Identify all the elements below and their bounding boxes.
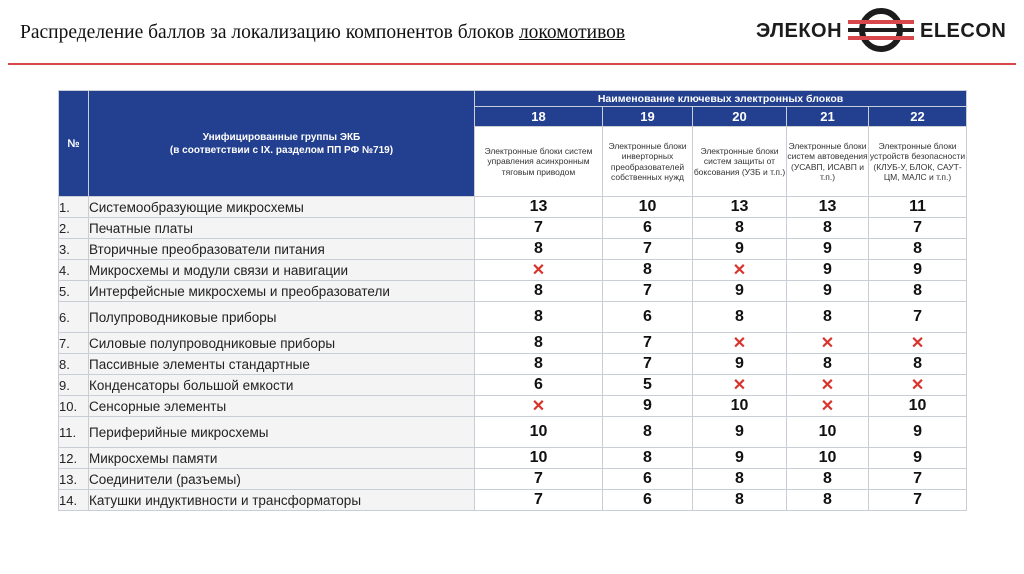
not-applicable-cross-icon: ✕ xyxy=(475,260,603,281)
table-row xyxy=(59,333,967,354)
component-group-name: Конденсаторы большой емкости xyxy=(89,375,475,396)
table-row xyxy=(59,448,967,469)
elecon-logo xyxy=(756,8,1018,52)
block-description-18: Электронные блоки систем управления асинхронным тяговым приводом xyxy=(475,127,603,197)
not-applicable-cross-icon: ✕ xyxy=(787,375,869,396)
not-applicable-cross-icon: ✕ xyxy=(787,396,869,417)
score-cell: 8 xyxy=(787,469,869,490)
table-row xyxy=(59,260,967,281)
logo-text-ru: ЭЛЕКОН xyxy=(756,20,843,42)
score-cell: 7 xyxy=(475,490,603,511)
score-cell: 6 xyxy=(603,218,693,239)
block-number-18: 18 xyxy=(475,107,603,127)
table-row xyxy=(59,375,967,396)
component-group-name: Катушки индуктивности и трансформаторы xyxy=(89,490,475,511)
table-row xyxy=(59,417,967,448)
not-applicable-cross-icon: ✕ xyxy=(693,375,787,396)
score-cell: 9 xyxy=(787,281,869,302)
row-number: 2. xyxy=(59,218,89,239)
score-cell: 9 xyxy=(693,281,787,302)
logo-emblem-icon xyxy=(848,8,914,52)
score-cell: 8 xyxy=(787,354,869,375)
score-cell: 8 xyxy=(603,448,693,469)
block-number-22: 22 xyxy=(869,107,967,127)
score-cell: 8 xyxy=(693,469,787,490)
score-cell: 10 xyxy=(787,448,869,469)
score-cell: 8 xyxy=(475,239,603,260)
score-cell: 9 xyxy=(603,396,693,417)
component-group-name: Сенсорные элементы xyxy=(89,396,475,417)
row-number: 11. xyxy=(59,417,89,448)
score-cell: 8 xyxy=(787,218,869,239)
score-cell: 8 xyxy=(603,260,693,281)
not-applicable-cross-icon: ✕ xyxy=(475,396,603,417)
score-cell: 10 xyxy=(787,417,869,448)
score-cell: 7 xyxy=(869,490,967,511)
component-group-name: Вторичные преобразователи питания xyxy=(89,239,475,260)
score-cell: 7 xyxy=(603,239,693,260)
score-cell: 8 xyxy=(869,354,967,375)
score-cell: 8 xyxy=(693,302,787,333)
score-cell: 7 xyxy=(603,354,693,375)
score-cell: 7 xyxy=(475,469,603,490)
score-table xyxy=(58,90,967,511)
score-cell: 6 xyxy=(475,375,603,396)
table-row xyxy=(59,354,967,375)
row-number: 3. xyxy=(59,239,89,260)
table-row xyxy=(59,239,967,260)
title-underlined: локомотивов xyxy=(518,22,626,43)
score-cell: 10 xyxy=(693,396,787,417)
score-cell: 6 xyxy=(603,302,693,333)
score-cell: 9 xyxy=(869,417,967,448)
score-cell: 9 xyxy=(869,448,967,469)
score-cell: 8 xyxy=(475,281,603,302)
block-description-22: Электронные блоки устройств безопасности (КЛУБ-У, БЛОК, САУТ-ЦМ, МАЛС и т.п.) xyxy=(869,127,967,197)
block-number-19: 19 xyxy=(603,107,693,127)
page-title xyxy=(20,22,625,44)
component-group-name: Микросхемы и модули связи и навигации xyxy=(89,260,475,281)
blocks-header: Наименование ключевых электронных блоков xyxy=(475,91,967,107)
table-row xyxy=(59,281,967,302)
score-cell: 9 xyxy=(693,448,787,469)
block-description-21: Электронные блоки систем автоведения (УСАВП, ИСАВП и т.п.) xyxy=(787,127,869,197)
score-cell: 8 xyxy=(869,239,967,260)
block-number-21: 21 xyxy=(787,107,869,127)
score-cell: 7 xyxy=(603,281,693,302)
table-row xyxy=(59,302,967,333)
row-number: 14. xyxy=(59,490,89,511)
col-group-label: Унифицированные группы ЭКБ (в соответствии с IX. разделом ПП РФ №719) xyxy=(169,131,394,156)
score-cell: 8 xyxy=(603,417,693,448)
score-cell: 7 xyxy=(869,218,967,239)
component-group-name: Пассивные элементы стандартные xyxy=(89,354,475,375)
score-cell: 8 xyxy=(475,302,603,333)
score-cell: 9 xyxy=(693,239,787,260)
score-cell: 9 xyxy=(693,417,787,448)
score-cell: 10 xyxy=(475,417,603,448)
score-cell: 10 xyxy=(869,396,967,417)
score-cell: 8 xyxy=(787,302,869,333)
col-no-header: № xyxy=(59,91,89,197)
component-group-name: Интерфейсные микросхемы и преобразователи xyxy=(89,281,475,302)
row-number: 5. xyxy=(59,281,89,302)
score-cell: 13 xyxy=(787,197,869,218)
row-number: 12. xyxy=(59,448,89,469)
header-divider xyxy=(8,63,1016,65)
score-cell: 13 xyxy=(475,197,603,218)
table-row xyxy=(59,197,967,218)
score-cell: 10 xyxy=(475,448,603,469)
score-cell: 8 xyxy=(475,354,603,375)
component-group-name: Системообразующие микросхемы xyxy=(89,197,475,218)
component-group-name: Соединители (разъемы) xyxy=(89,469,475,490)
score-cell: 8 xyxy=(693,218,787,239)
score-cell: 7 xyxy=(869,302,967,333)
row-number: 7. xyxy=(59,333,89,354)
table-row xyxy=(59,218,967,239)
score-cell: 9 xyxy=(693,354,787,375)
block-description-20: Электронные блоки систем защиты от боксования (УЗБ и т.п.) xyxy=(693,127,787,197)
score-cell: 6 xyxy=(603,490,693,511)
title-main: Распределение баллов за локализацию компонентов блоков xyxy=(20,22,519,43)
score-cell: 6 xyxy=(603,469,693,490)
row-number: 1. xyxy=(59,197,89,218)
component-group-name: Силовые полупроводниковые приборы xyxy=(89,333,475,354)
row-number: 4. xyxy=(59,260,89,281)
table-row xyxy=(59,469,967,490)
score-cell: 9 xyxy=(787,239,869,260)
block-number-20: 20 xyxy=(693,107,787,127)
component-group-name: Периферийные микросхемы xyxy=(89,417,475,448)
table-body xyxy=(59,197,967,511)
score-cell: 9 xyxy=(869,260,967,281)
score-cell: 10 xyxy=(603,197,693,218)
row-number: 6. xyxy=(59,302,89,333)
score-cell: 5 xyxy=(603,375,693,396)
not-applicable-cross-icon: ✕ xyxy=(869,333,967,354)
component-group-name: Микросхемы памяти xyxy=(89,448,475,469)
row-number: 13. xyxy=(59,469,89,490)
logo-text-en: ELECON xyxy=(920,20,1007,42)
col-group-header xyxy=(89,91,475,197)
score-cell: 7 xyxy=(603,333,693,354)
row-number: 8. xyxy=(59,354,89,375)
table-row xyxy=(59,490,967,511)
not-applicable-cross-icon: ✕ xyxy=(693,260,787,281)
table-row xyxy=(59,396,967,417)
not-applicable-cross-icon: ✕ xyxy=(787,333,869,354)
component-group-name: Полупроводниковые приборы xyxy=(89,302,475,333)
score-cell: 9 xyxy=(787,260,869,281)
score-cell: 11 xyxy=(869,197,967,218)
score-cell: 8 xyxy=(787,490,869,511)
block-description-19: Электронные блоки инверторных преобразователей собственных нужд xyxy=(603,127,693,197)
score-cell: 8 xyxy=(693,490,787,511)
score-cell: 13 xyxy=(693,197,787,218)
not-applicable-cross-icon: ✕ xyxy=(869,375,967,396)
score-cell: 8 xyxy=(475,333,603,354)
score-cell: 8 xyxy=(869,281,967,302)
component-group-name: Печатные платы xyxy=(89,218,475,239)
row-number: 10. xyxy=(59,396,89,417)
row-number: 9. xyxy=(59,375,89,396)
score-cell: 7 xyxy=(869,469,967,490)
not-applicable-cross-icon: ✕ xyxy=(693,333,787,354)
score-cell: 7 xyxy=(475,218,603,239)
